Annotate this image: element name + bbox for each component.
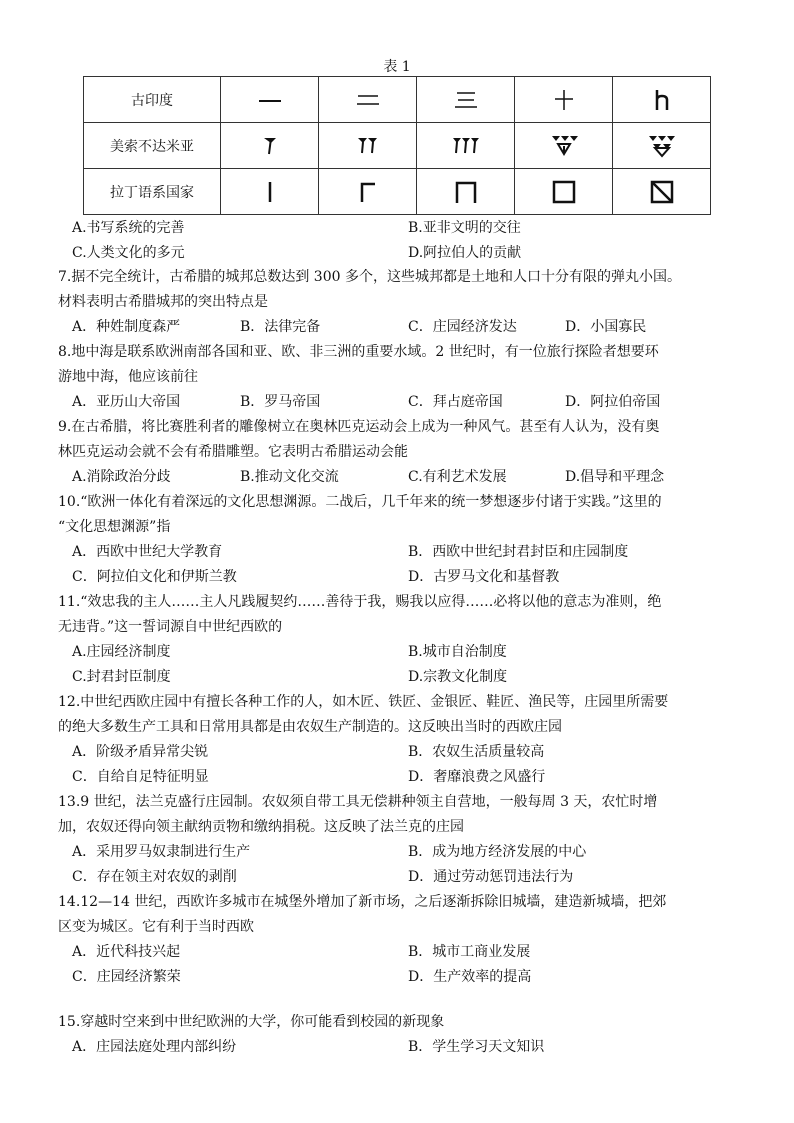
glyph-cell [613,123,711,169]
option-c: C．阿拉伯文化和伊斯兰教 [72,569,237,585]
option-c: C．自给自足特征明显 [72,769,209,785]
option-c: C．拜占庭帝国 [408,394,503,410]
option-d: D.倡导和平理念 [565,469,665,485]
option-b: B．罗马帝国 [240,394,321,410]
option-c: C.人类文化的多元 [72,245,185,261]
glyph-cell [613,169,711,215]
question-stem-line: 8.地中海是联系欧洲南部各国和亚、欧、非三洲的重要水域。2 世纪时，有一位旅行探险者想要环 [58,344,659,360]
open-box-glyph [452,178,480,206]
table-caption: 表 1 [383,59,411,75]
one-horizontal-stroke-glyph [255,90,285,110]
question-stem-line: 材料表明古希腊城邦的突出特点是 [58,294,268,310]
option-c: C．存在领主对农奴的剥削 [72,869,237,885]
row-label-latin-countries: 拉丁语系国家 [84,169,221,215]
question-stem-line: 区变为城区。它有利于当时西欧 [58,919,254,935]
question-stem-line: 加，农奴还得向领主献纳贡物和缴纳捐税。这反映了法兰克的庄园 [58,819,464,835]
option-d: D．古罗马文化和基督教 [408,569,560,585]
option-b: B．学生学习天文知识 [408,1039,545,1055]
option-c: C．庄园经济发达 [408,319,517,335]
option-b: B．西欧中世纪封君封臣和庄园制度 [408,544,629,560]
question-stem-line: 林匹克运动会就不会有希腊雕塑。它表明古希腊运动会能 [58,444,408,460]
glyph-cell [319,77,417,123]
option-d: D．小国寡民 [565,319,647,335]
cuneiform-four-wedges-glyph [549,133,579,159]
glyph-cell [613,77,711,123]
row-label-ancient-india: 古印度 [84,77,221,123]
option-d: D．生产效率的提高 [408,969,532,985]
glyph-cell [221,77,319,123]
two-horizontal-strokes-glyph [353,90,383,110]
option-a: A.庄园经济制度 [72,644,171,660]
question-stem-line: 的绝大多数生产工具和日常用具都是由农奴生产制造的。这反映出当时的西欧庄园 [58,719,562,735]
question-stem-line: 无违背。”这一誓词源自中世纪西欧的 [58,619,283,635]
question-stem-line: 9.在古希腊，将比赛胜利者的雕像树立在奥林匹克运动会上成为一种风气。甚至有人认为，没有奥 [58,419,660,435]
option-d: D.阿拉伯人的贡献 [408,245,522,261]
row-label-mesopotamia: 美索不达米亚 [84,123,221,169]
table-row [84,77,711,123]
question-stem-line: 15.穿越时空来到中世纪欧洲的大学，你可能看到校园的新现象 [58,1014,445,1030]
table-row [84,169,711,215]
glyph-cell [515,77,613,123]
option-a: A．种姓制度森严 [72,319,181,335]
glyph-cell [515,123,613,169]
glyph-cell [515,169,613,215]
h-shaped-glyph [651,88,673,112]
question-stem-line: “文化思想渊源”指 [58,519,171,535]
question-stem-line: 13.9 世纪，法兰克盛行庄园制。农奴须自带工具无偿耕种领主自营地，一般每周 3 天，农忙时增 [58,794,658,810]
option-a: A．近代科技兴起 [72,944,181,960]
option-a: A.消除政治分歧 [72,469,171,485]
glyph-cell [417,77,515,123]
option-c: C.有利艺术发展 [408,469,507,485]
option-a: A．采用罗马奴隶制进行生产 [72,844,251,860]
option-d: D．奢靡浪费之风盛行 [408,769,546,785]
option-b: B．城市工商业发展 [408,944,531,960]
closed-square-glyph [549,177,579,207]
cuneiform-two-wedges-glyph [355,134,381,158]
numeral-comparison-table [83,76,711,215]
question-stem-line: 游地中海，他应该前往 [58,369,198,385]
cuneiform-one-wedge-glyph [260,134,280,158]
option-d: D.宗教文化制度 [408,669,508,685]
question-stem-line: 10.“欧洲一体化有着深远的文化思想渊源。二战后，几千年来的统一梦想逐步付诸于实践。”这里的 [58,494,662,510]
option-a: A．庄园法庭处理内部纠纷 [72,1039,237,1055]
plus-cross-glyph [551,88,577,112]
glyph-cell [417,169,515,215]
option-c: C．庄园经济繁荣 [72,969,181,985]
square-with-diagonal-glyph [647,177,677,207]
question-stem-line: 7.据不完全统计，古希腊的城邦总数达到 300 多个，这些城邦都是土地和人口十分有限的弹丸小国。 [58,269,681,285]
question-stem-line: 14.12—14 世纪，西欧许多城市在城堡外增加了新市场，之后逐渐拆除旧城墙，建造新城墙，把郊 [58,894,667,910]
option-a: A．西欧中世纪大学教育 [72,544,223,560]
option-a: A.书写系统的完善 [72,220,185,236]
question-stem-line: 11.“效忠我的主人……主人凡践履契约……善待于我，赐我以应得……必将以他的意志为准则，绝 [58,594,662,610]
corner-stroke-glyph [357,179,379,205]
glyph-cell [221,123,319,169]
option-b: B.城市自治制度 [408,644,507,660]
table-row [84,123,711,169]
option-c: C.封君封臣制度 [72,669,171,685]
option-b: B．法律完备 [240,319,321,335]
option-b: B．成为地方经济发展的中心 [408,844,587,860]
glyph-cell [319,123,417,169]
option-a: A．阶级矛盾异常尖锐 [72,744,209,760]
option-b: B．农奴生活质量较高 [408,744,545,760]
cuneiform-five-wedges-glyph [647,133,677,159]
option-d: D．阿拉伯帝国 [565,394,661,410]
glyph-cell [417,123,515,169]
glyph-cell [221,169,319,215]
glyph-cell [319,169,417,215]
option-b: B.推动文化交流 [240,469,339,485]
cuneiform-three-wedges-glyph [451,134,481,158]
option-a: A．亚历山大帝国 [72,394,181,410]
option-b: B.亚非文明的交往 [408,220,521,236]
vertical-stroke-glyph [263,179,277,205]
three-horizontal-strokes-glyph [451,89,481,111]
option-d: D．通过劳动惩罚违法行为 [408,869,574,885]
question-stem-line: 12.中世纪西欧庄园中有擅长各种工作的人，如木匠、铁匠、金银匠、鞋匠、渔民等，庄园里所需要 [58,694,669,710]
